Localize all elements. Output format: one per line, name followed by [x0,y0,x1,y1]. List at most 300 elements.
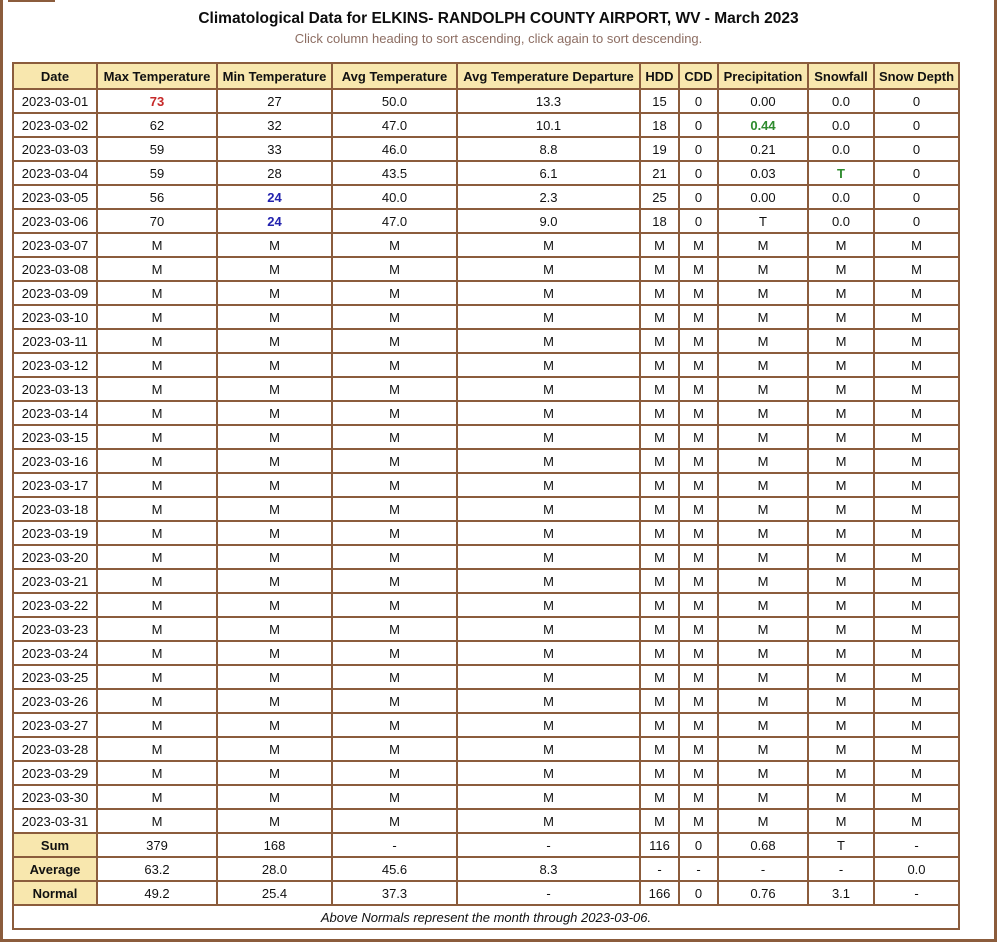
data-cell: M [808,785,874,809]
data-cell: M [874,785,959,809]
data-cell: M [718,473,808,497]
data-cell: M [718,641,808,665]
column-header-snow-depth[interactable]: Snow Depth [874,63,959,89]
column-header-precipitation[interactable]: Precipitation [718,63,808,89]
data-cell: 40.0 [332,185,457,209]
data-cell: M [874,713,959,737]
data-cell: M [332,617,457,641]
data-cell: M [217,497,332,521]
date-cell: 2023-03-01 [13,89,97,113]
data-cell: M [457,689,640,713]
data-cell: M [640,449,679,473]
data-cell: M [640,377,679,401]
data-cell: M [874,521,959,545]
data-cell: M [332,473,457,497]
data-cell: M [332,689,457,713]
data-cell: M [679,737,718,761]
table-row [13,281,959,305]
date-cell: 2023-03-19 [13,521,97,545]
summary-cell: 166 [640,881,679,905]
date-cell: 2023-03-27 [13,713,97,737]
data-cell: M [874,449,959,473]
data-cell: M [457,737,640,761]
table-row [13,593,959,617]
date-cell: 2023-03-06 [13,209,97,233]
data-cell: 0.03 [718,161,808,185]
data-cell: M [640,257,679,281]
data-cell: 15 [640,89,679,113]
data-cell: M [640,761,679,785]
table-row [13,425,959,449]
summary-cell: - [808,857,874,881]
data-cell: M [457,473,640,497]
data-cell: 0 [679,137,718,161]
data-cell: 0 [874,113,959,137]
data-cell: M [457,713,640,737]
data-cell: M [808,737,874,761]
data-cell: M [808,281,874,305]
date-cell: 2023-03-21 [13,569,97,593]
data-cell: M [718,545,808,569]
data-cell: M [332,545,457,569]
data-cell: M [679,497,718,521]
data-cell: M [718,353,808,377]
data-cell: 0.0 [808,185,874,209]
summary-cell: - [457,881,640,905]
table-header-row [13,63,959,89]
data-cell: M [718,689,808,713]
page-top-border-segment [8,0,55,2]
summary-cell: 0.68 [718,833,808,857]
data-cell: M [679,761,718,785]
date-cell: 2023-03-29 [13,761,97,785]
data-cell: M [97,521,217,545]
data-cell: M [640,665,679,689]
data-cell: M [457,809,640,833]
data-cell: 0.00 [718,185,808,209]
data-cell: 46.0 [332,137,457,161]
data-cell: M [332,809,457,833]
data-cell: 0 [679,209,718,233]
table-row [13,617,959,641]
table-row [13,713,959,737]
header-row [13,63,959,89]
data-cell: M [718,425,808,449]
data-cell: M [97,713,217,737]
date-cell: 2023-03-04 [13,161,97,185]
data-cell: M [874,281,959,305]
data-cell: M [332,233,457,257]
data-cell: M [679,305,718,329]
data-cell: M [332,665,457,689]
column-header-cdd[interactable]: CDD [679,63,718,89]
column-header-min-temperature[interactable]: Min Temperature [217,63,332,89]
column-header-avg-temperature-departure[interactable]: Avg Temperature Departure [457,63,640,89]
data-cell: M [808,233,874,257]
data-cell: M [217,449,332,473]
date-cell: 2023-03-31 [13,809,97,833]
data-cell: 56 [97,185,217,209]
data-cell: M [874,689,959,713]
table-row [13,761,959,785]
data-cell: M [217,521,332,545]
data-cell: M [808,449,874,473]
data-cell: 0.21 [718,137,808,161]
data-cell: M [679,401,718,425]
summary-cell: 0 [679,881,718,905]
footnote-row [13,905,959,929]
table-row [13,401,959,425]
data-cell: M [808,569,874,593]
data-cell: M [640,713,679,737]
table-row [13,89,959,113]
data-cell: M [332,785,457,809]
data-cell: M [457,593,640,617]
data-cell: M [332,497,457,521]
summary-cell: - [874,833,959,857]
data-cell: 0 [874,137,959,161]
column-header-snowfall[interactable]: Snowfall [808,63,874,89]
summary-cell: 3.1 [808,881,874,905]
data-cell: M [97,353,217,377]
data-cell: M [97,497,217,521]
data-cell: M [97,281,217,305]
table-row [13,737,959,761]
data-cell: M [97,377,217,401]
data-cell: M [874,257,959,281]
table-body [13,89,959,905]
data-cell: M [457,401,640,425]
data-cell: M [874,353,959,377]
data-cell: M [640,785,679,809]
table-row [13,449,959,473]
summary-cell: - [874,881,959,905]
data-cell: 6.1 [457,161,640,185]
data-cell: M [640,545,679,569]
table-row [13,377,959,401]
summary-cell: 0.76 [718,881,808,905]
data-cell: M [679,665,718,689]
data-cell: M [808,425,874,449]
data-cell: M [718,761,808,785]
data-cell: M [217,353,332,377]
date-cell: 2023-03-05 [13,185,97,209]
data-cell: M [718,281,808,305]
data-cell: M [808,641,874,665]
data-cell: M [718,617,808,641]
data-cell: 70 [97,209,217,233]
data-cell: M [640,737,679,761]
data-cell: M [457,305,640,329]
data-cell: T [808,161,874,185]
data-cell: M [457,377,640,401]
data-cell: M [457,785,640,809]
table-row [13,137,959,161]
data-cell: M [457,329,640,353]
data-cell: 33 [217,137,332,161]
data-cell: M [97,761,217,785]
table-row [13,521,959,545]
data-cell: M [808,761,874,785]
data-cell: M [640,305,679,329]
data-cell: M [808,377,874,401]
data-cell: M [97,569,217,593]
summary-label-average: Average [13,857,97,881]
date-cell: 2023-03-13 [13,377,97,401]
data-cell: M [640,281,679,305]
summary-cell: 49.2 [97,881,217,905]
data-cell: M [808,305,874,329]
data-cell: 43.5 [332,161,457,185]
data-cell: M [457,257,640,281]
data-cell: M [874,545,959,569]
data-cell: M [874,761,959,785]
summary-cell: T [808,833,874,857]
data-cell: 73 [97,89,217,113]
summary-cell: 28.0 [217,857,332,881]
data-cell: M [679,785,718,809]
data-cell: M [718,521,808,545]
data-cell: M [874,329,959,353]
data-cell: M [332,593,457,617]
data-cell: M [679,329,718,353]
data-cell: M [718,449,808,473]
data-cell: 25 [640,185,679,209]
data-cell: M [332,353,457,377]
data-cell: M [332,761,457,785]
data-cell: M [332,329,457,353]
data-cell: 0 [679,161,718,185]
date-cell: 2023-03-08 [13,257,97,281]
data-cell: M [679,593,718,617]
data-cell: M [457,761,640,785]
data-cell: 32 [217,113,332,137]
date-cell: 2023-03-18 [13,497,97,521]
data-cell: M [640,593,679,617]
date-cell: 2023-03-11 [13,329,97,353]
data-cell: M [718,569,808,593]
table-row [13,785,959,809]
data-cell: M [679,521,718,545]
data-cell: M [808,545,874,569]
data-cell: M [640,353,679,377]
data-cell: M [332,737,457,761]
data-cell: 0 [874,185,959,209]
data-cell: M [718,233,808,257]
data-cell: 9.0 [457,209,640,233]
data-cell: 0.0 [808,89,874,113]
table-row [13,233,959,257]
summary-row-sum [13,833,959,857]
data-cell: M [808,617,874,641]
data-cell: 50.0 [332,89,457,113]
data-cell: 18 [640,209,679,233]
data-cell: M [332,521,457,545]
column-header-max-temperature[interactable]: Max Temperature [97,63,217,89]
data-cell: M [679,449,718,473]
column-header-date[interactable]: Date [13,63,97,89]
data-cell: 0.0 [808,209,874,233]
data-cell: M [457,497,640,521]
data-cell: M [808,521,874,545]
data-cell: M [457,641,640,665]
data-cell: M [718,305,808,329]
table-row [13,353,959,377]
data-cell: M [457,281,640,305]
data-cell: M [874,617,959,641]
data-cell: M [718,377,808,401]
data-cell: 0 [679,89,718,113]
data-cell: M [457,233,640,257]
data-cell: M [217,785,332,809]
table-row [13,257,959,281]
data-cell: M [640,569,679,593]
data-cell: M [217,377,332,401]
date-cell: 2023-03-16 [13,449,97,473]
data-cell: M [874,737,959,761]
data-cell: 24 [217,185,332,209]
data-cell: M [808,257,874,281]
data-cell: M [718,497,808,521]
summary-cell: - [640,857,679,881]
data-cell: M [808,689,874,713]
data-cell: M [640,521,679,545]
data-cell: M [97,329,217,353]
data-cell: M [679,233,718,257]
data-cell: M [332,377,457,401]
data-cell: M [332,449,457,473]
data-cell: 47.0 [332,113,457,137]
summary-cell: - [457,833,640,857]
date-cell: 2023-03-28 [13,737,97,761]
data-cell: M [457,425,640,449]
data-cell: M [332,713,457,737]
data-cell: M [679,569,718,593]
data-cell: M [97,809,217,833]
data-cell: M [217,329,332,353]
table-row [13,305,959,329]
data-cell: M [718,809,808,833]
data-cell: M [718,737,808,761]
data-cell: 62 [97,113,217,137]
summary-cell: - [679,857,718,881]
data-cell: M [217,761,332,785]
data-cell: 0 [679,113,718,137]
data-cell: M [808,809,874,833]
data-cell: M [217,737,332,761]
date-cell: 2023-03-12 [13,353,97,377]
data-cell: M [718,593,808,617]
table-row [13,209,959,233]
page-title: Climatological Data for ELKINS- RANDOLPH COUNTY AIRPORT, WV - March 2023 [198,10,799,27]
footnote-text: Above Normals represent the month through 2023-03-06. [13,905,959,929]
data-cell: M [640,617,679,641]
table-row [13,545,959,569]
data-cell: M [217,401,332,425]
data-cell: M [217,593,332,617]
data-cell: M [679,377,718,401]
summary-cell: 0 [679,833,718,857]
date-cell: 2023-03-22 [13,593,97,617]
data-cell: M [640,473,679,497]
date-cell: 2023-03-15 [13,425,97,449]
data-cell: 0.44 [718,113,808,137]
data-cell: M [808,473,874,497]
summary-cell: 379 [97,833,217,857]
data-cell: M [874,233,959,257]
data-cell: M [332,641,457,665]
data-cell: M [808,713,874,737]
data-cell: M [457,521,640,545]
table-row [13,185,959,209]
data-cell: 59 [97,161,217,185]
data-cell: M [679,281,718,305]
date-cell: 2023-03-07 [13,233,97,257]
date-cell: 2023-03-23 [13,617,97,641]
data-cell: M [97,785,217,809]
data-cell: M [217,425,332,449]
sort-instructions: Click column heading to sort ascending, click again to sort descending. [294,31,703,46]
data-cell: 10.1 [457,113,640,137]
summary-cell: 37.3 [332,881,457,905]
data-cell: M [457,665,640,689]
data-cell: M [97,737,217,761]
date-cell: 2023-03-02 [13,113,97,137]
summary-row-normal [13,881,959,905]
data-cell: M [217,305,332,329]
data-cell: M [217,257,332,281]
data-cell: M [217,665,332,689]
data-cell: M [97,449,217,473]
data-cell: 0 [874,209,959,233]
column-header-avg-temperature[interactable]: Avg Temperature [332,63,457,89]
data-cell: 28 [217,161,332,185]
data-cell: M [217,473,332,497]
data-cell: M [808,497,874,521]
data-cell: M [718,401,808,425]
data-cell: M [679,545,718,569]
data-cell: M [640,401,679,425]
data-cell: M [679,425,718,449]
data-cell: 2.3 [457,185,640,209]
data-cell: M [217,569,332,593]
data-cell: M [679,809,718,833]
date-cell: 2023-03-10 [13,305,97,329]
date-cell: 2023-03-17 [13,473,97,497]
data-cell: M [217,641,332,665]
data-cell: M [217,713,332,737]
summary-cell: 0.0 [874,857,959,881]
data-cell: M [97,617,217,641]
date-cell: 2023-03-24 [13,641,97,665]
data-cell: M [679,353,718,377]
data-cell: M [874,665,959,689]
data-cell: M [457,353,640,377]
table-row [13,473,959,497]
data-cell: M [640,329,679,353]
date-cell: 2023-03-09 [13,281,97,305]
column-header-hdd[interactable]: HDD [640,63,679,89]
data-cell: 13.3 [457,89,640,113]
data-cell: M [97,233,217,257]
data-cell: M [217,545,332,569]
table-row [13,641,959,665]
data-cell: M [874,593,959,617]
summary-cell: 45.6 [332,857,457,881]
data-cell: M [874,425,959,449]
data-cell: M [97,473,217,497]
summary-row-average [13,857,959,881]
